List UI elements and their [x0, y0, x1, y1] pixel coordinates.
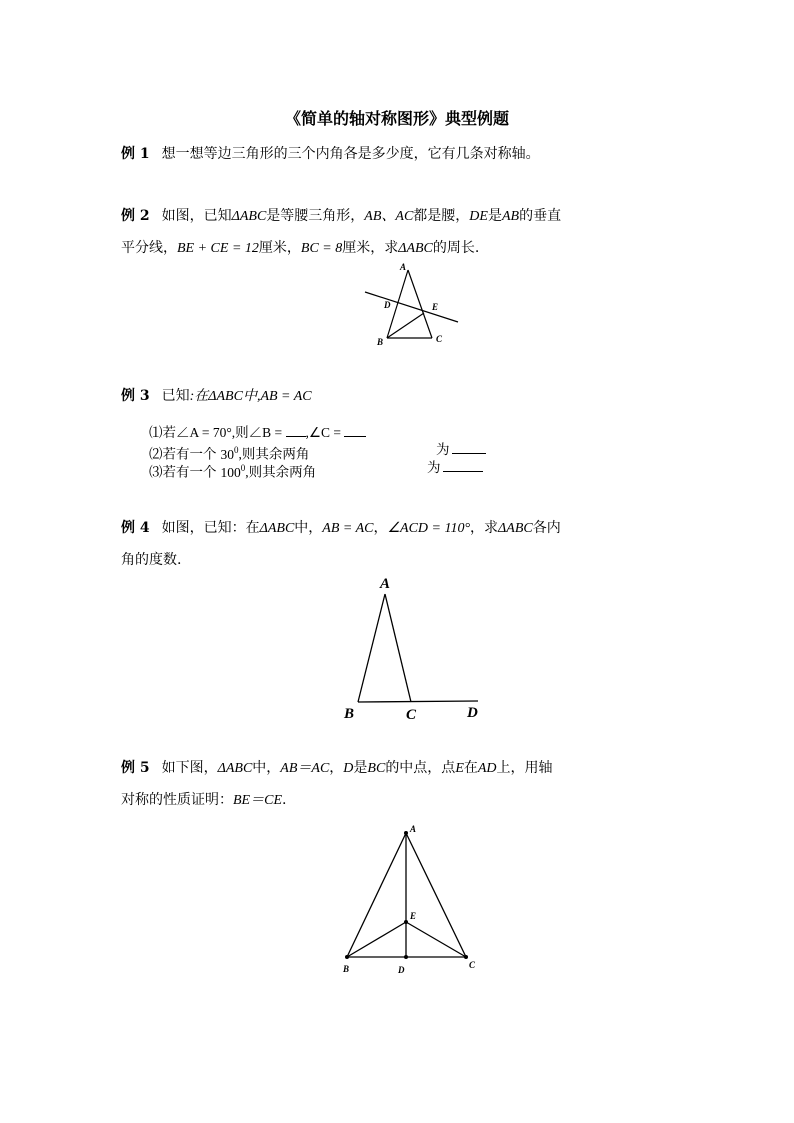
example-1: [121, 144, 540, 164]
segment-be: [387, 313, 424, 338]
example-5-label: 例 5: [121, 760, 150, 776]
point-label-d: D: [467, 705, 478, 721]
example-2-figure: [355, 258, 465, 350]
text-run: 平分线，: [121, 240, 177, 256]
degree-superscript: 0: [240, 463, 246, 473]
text-run: 对称的性质证明：: [121, 792, 233, 808]
text-run: ,则其余两角: [238, 446, 310, 462]
point-c: [464, 955, 468, 959]
math-run: ΔABC: [217, 761, 253, 776]
answer-blank[interactable]: [452, 441, 486, 454]
text-run: 是: [487, 208, 502, 224]
text-run: 已知: [161, 388, 190, 404]
text-run: .: [282, 792, 287, 808]
side-ab: [347, 833, 406, 957]
perpendicular-bisector-de: [365, 292, 458, 322]
example-1-text: 想一想等边三角形的三个内角各是多少度，它有几条对称轴。: [161, 146, 540, 162]
math-run: BE＝CE: [233, 793, 282, 808]
math-run: AB: [501, 209, 520, 224]
text-run: 30: [220, 446, 234, 462]
text-run: ,则其余两角: [245, 464, 317, 480]
vertex-label-b: B: [343, 964, 350, 974]
point-label-d: D: [384, 300, 391, 310]
math-run: ΔABC: [498, 521, 533, 536]
text-run: ，: [329, 760, 344, 776]
side-ac: [385, 594, 411, 702]
answer-blank[interactable]: [286, 424, 306, 437]
text-run: 都是腰，: [413, 208, 470, 224]
example-2-line-2: [121, 238, 479, 259]
math-run: BC = 8: [300, 241, 343, 256]
side-ac: [406, 833, 466, 957]
point-label-e: E: [410, 911, 417, 921]
text-run: 的中点，点: [385, 760, 456, 776]
text-run: 如下图，: [161, 760, 218, 776]
vertex-label-b: B: [344, 706, 355, 722]
text-run: 是等腰三角形，: [266, 208, 365, 224]
point-label-d: D: [398, 965, 405, 975]
text-run: 上，用轴: [496, 760, 553, 776]
math-run: ΔABC: [259, 521, 295, 536]
text-run: ,∠C =: [305, 425, 345, 440]
point-a: [404, 831, 408, 835]
math-run: AB、AC: [364, 209, 414, 224]
example-3-label: 例 3: [121, 388, 150, 404]
answer-blank[interactable]: [344, 424, 366, 437]
point-b: [345, 955, 349, 959]
text-run: 中，: [252, 760, 281, 776]
math-run: DE: [469, 209, 488, 224]
text-run: 各内: [532, 520, 561, 536]
point-label-e: E: [432, 302, 439, 312]
example-4-line-2: 角的度数.: [121, 552, 182, 568]
text-run: 的周长.: [432, 240, 480, 256]
text-run: 中，: [294, 520, 323, 536]
example-3-question-3-answer: [427, 458, 483, 478]
line-bd: [358, 701, 478, 702]
text-run: ，: [373, 520, 388, 536]
side-ab: [358, 594, 385, 702]
vertex-label-a: A: [410, 824, 417, 834]
math-run: E: [455, 761, 464, 776]
example-3-question-2-answer: [436, 440, 486, 460]
math-run: ∠ACD = 110°: [387, 521, 471, 536]
text-run: 厘米，求: [342, 240, 399, 256]
vertex-label-c: C: [469, 960, 476, 970]
example-5-line-1: [121, 758, 553, 779]
example-5-line-2: [121, 790, 286, 811]
text-run: ⑵若有一个: [149, 446, 217, 462]
side-ac: [408, 270, 432, 338]
example-5-figure: [336, 820, 486, 980]
text-run: 如图，已知：在: [161, 520, 260, 536]
example-4-figure: [336, 570, 486, 726]
text-run: ⑶若有一个: [149, 464, 217, 480]
vertex-label-a: A: [400, 262, 407, 272]
example-2-line-1: [121, 206, 561, 227]
text-run: ，求: [470, 520, 499, 536]
vertex-label-c: C: [406, 707, 417, 723]
math-run: AB = AC: [322, 521, 374, 536]
example-3-question-3: [149, 458, 316, 483]
text-run: 在: [463, 760, 478, 776]
math-run: BE + CE = 12: [177, 241, 259, 256]
math-run: D: [343, 761, 354, 776]
answer-blank[interactable]: [443, 459, 483, 472]
example-4-line-1: [121, 518, 561, 539]
math-run: BC: [367, 761, 386, 776]
vertex-label-a: A: [380, 576, 391, 592]
page-title: 《简单的轴对称图形》典型例题: [284, 109, 509, 128]
text-run: 是: [353, 760, 368, 776]
example-2-label: 例 2: [121, 208, 150, 224]
degree-superscript: 0: [234, 445, 239, 455]
math-run: AD: [477, 761, 497, 776]
text-run: 100: [220, 464, 241, 480]
text-run: 如图，已知: [161, 208, 232, 224]
example-4-label: 例 4: [121, 520, 150, 536]
vertex-label-b: B: [377, 337, 384, 347]
text-run: 为: [436, 442, 450, 457]
example-1-label: 例 1: [121, 146, 150, 162]
text-run: ⑴若∠A = 70°,则∠B =: [149, 425, 286, 440]
point-d: [404, 955, 408, 959]
vertex-label-c: C: [436, 334, 443, 344]
point-e: [404, 920, 408, 924]
math-run: ΔABC: [231, 209, 267, 224]
example-3-intro: [121, 386, 312, 407]
math-run: ΔABC: [398, 241, 433, 256]
text-run: 的垂直: [519, 208, 562, 224]
math-run: :在ΔABC中,AB = AC: [189, 389, 312, 404]
text-run: 为: [427, 460, 441, 475]
math-run: AB＝AC: [280, 761, 330, 776]
text-run: 厘米，: [258, 240, 301, 256]
